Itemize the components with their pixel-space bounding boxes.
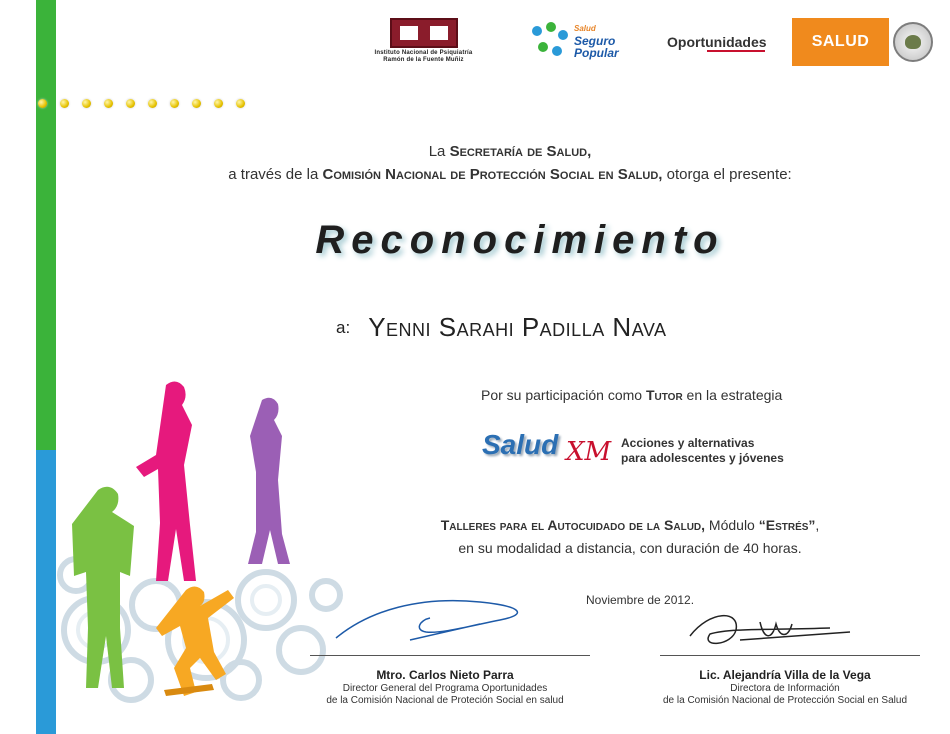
signatory-right-title-1: Directora de Información [730, 683, 840, 694]
course-name: Talleres para el Autocuidado de la Salud, [440, 517, 706, 533]
signatory-right-name: Lic. Alejandría Villa de la Vega [699, 668, 871, 682]
saludxm-mark: XM [566, 437, 612, 467]
program-tagline-2: para adolescentes y jóvenes [621, 451, 784, 465]
seguro-popular-people-icon [530, 22, 570, 60]
dot [82, 99, 91, 108]
seguro-popular-seguro: Seguro [574, 34, 616, 48]
recipient [336, 312, 667, 343]
secretaria-de-salud: Secretaría de Salud, [449, 143, 592, 160]
comision-nacional: Comisión Nacional de Protección Social en Salud, [322, 166, 663, 183]
header-line2 [0, 166, 950, 183]
mexico-seal-icon [893, 22, 933, 62]
participation-text [481, 387, 782, 403]
signature-right [680, 600, 880, 655]
dot [104, 99, 113, 108]
recipient-name: Yenni Sarahi Padilla Nava [368, 312, 667, 342]
signature-line-right [660, 655, 920, 656]
certificate-title: Reconocimiento [315, 218, 725, 262]
program-tagline-1: Acciones y alternativas [621, 436, 755, 450]
signatory-right [650, 668, 920, 707]
signatory-left-title-1: Director General del Programa Oportunidades [342, 683, 548, 694]
recipient-label: a: [336, 318, 351, 337]
course-line2: en su modalidad a distancia, con duración de 40 horas. [458, 540, 802, 556]
decorative-dots [38, 99, 245, 108]
dot [148, 99, 157, 108]
seguro-popular-salud: Salud [574, 24, 596, 33]
dot [60, 99, 69, 108]
inp-name-line1: Instituto Nacional de Psiquiatría [374, 50, 473, 56]
issue-date: Noviembre de 2012. [586, 593, 695, 607]
dot [192, 99, 201, 108]
signatory-left-title-2: de la Comisión Nacional de Proteción Social en salud [326, 695, 564, 706]
signatory-left-name: Mtro. Carlos Nieto Parra [376, 668, 514, 682]
inp-name-line2: Ramón de la Fuente Muñiz [383, 57, 464, 63]
saludxm-word: Salud [482, 429, 559, 460]
participation-suffix: en la estrategia [682, 387, 783, 403]
course-module-prefix: Módulo [705, 517, 759, 533]
header-line2-suffix: otorga el presente: [662, 166, 792, 183]
participation-role: Tutor [645, 387, 683, 403]
dot [126, 99, 135, 108]
course-module-suffix: , [815, 517, 820, 533]
saludxm-logo [482, 427, 630, 465]
course-module: “Estrés” [758, 517, 816, 533]
seguro-popular-logo [530, 22, 619, 60]
dot [214, 99, 223, 108]
seguro-popular-popular: Popular [574, 46, 619, 60]
signature-line-left [310, 655, 590, 656]
dot [170, 99, 179, 108]
signatory-right-title-2: de la Comisión Nacional de Protección Social en Salud [662, 695, 908, 706]
dot [38, 99, 47, 108]
signature-left [330, 590, 540, 650]
program-tagline [621, 436, 784, 466]
inp-logo [366, 18, 481, 64]
dot [236, 99, 245, 108]
oportunidades-logo: Oportunidades [667, 34, 767, 50]
salud-logo: SALUD [792, 18, 889, 66]
header-line1-prefix: La [428, 143, 450, 160]
header-line2-prefix: a través de la [228, 166, 323, 183]
participation-prefix: Por su participación como [481, 387, 646, 403]
signatory-left [300, 668, 590, 707]
header-line1 [0, 143, 950, 160]
inp-emblem-icon [390, 18, 458, 48]
